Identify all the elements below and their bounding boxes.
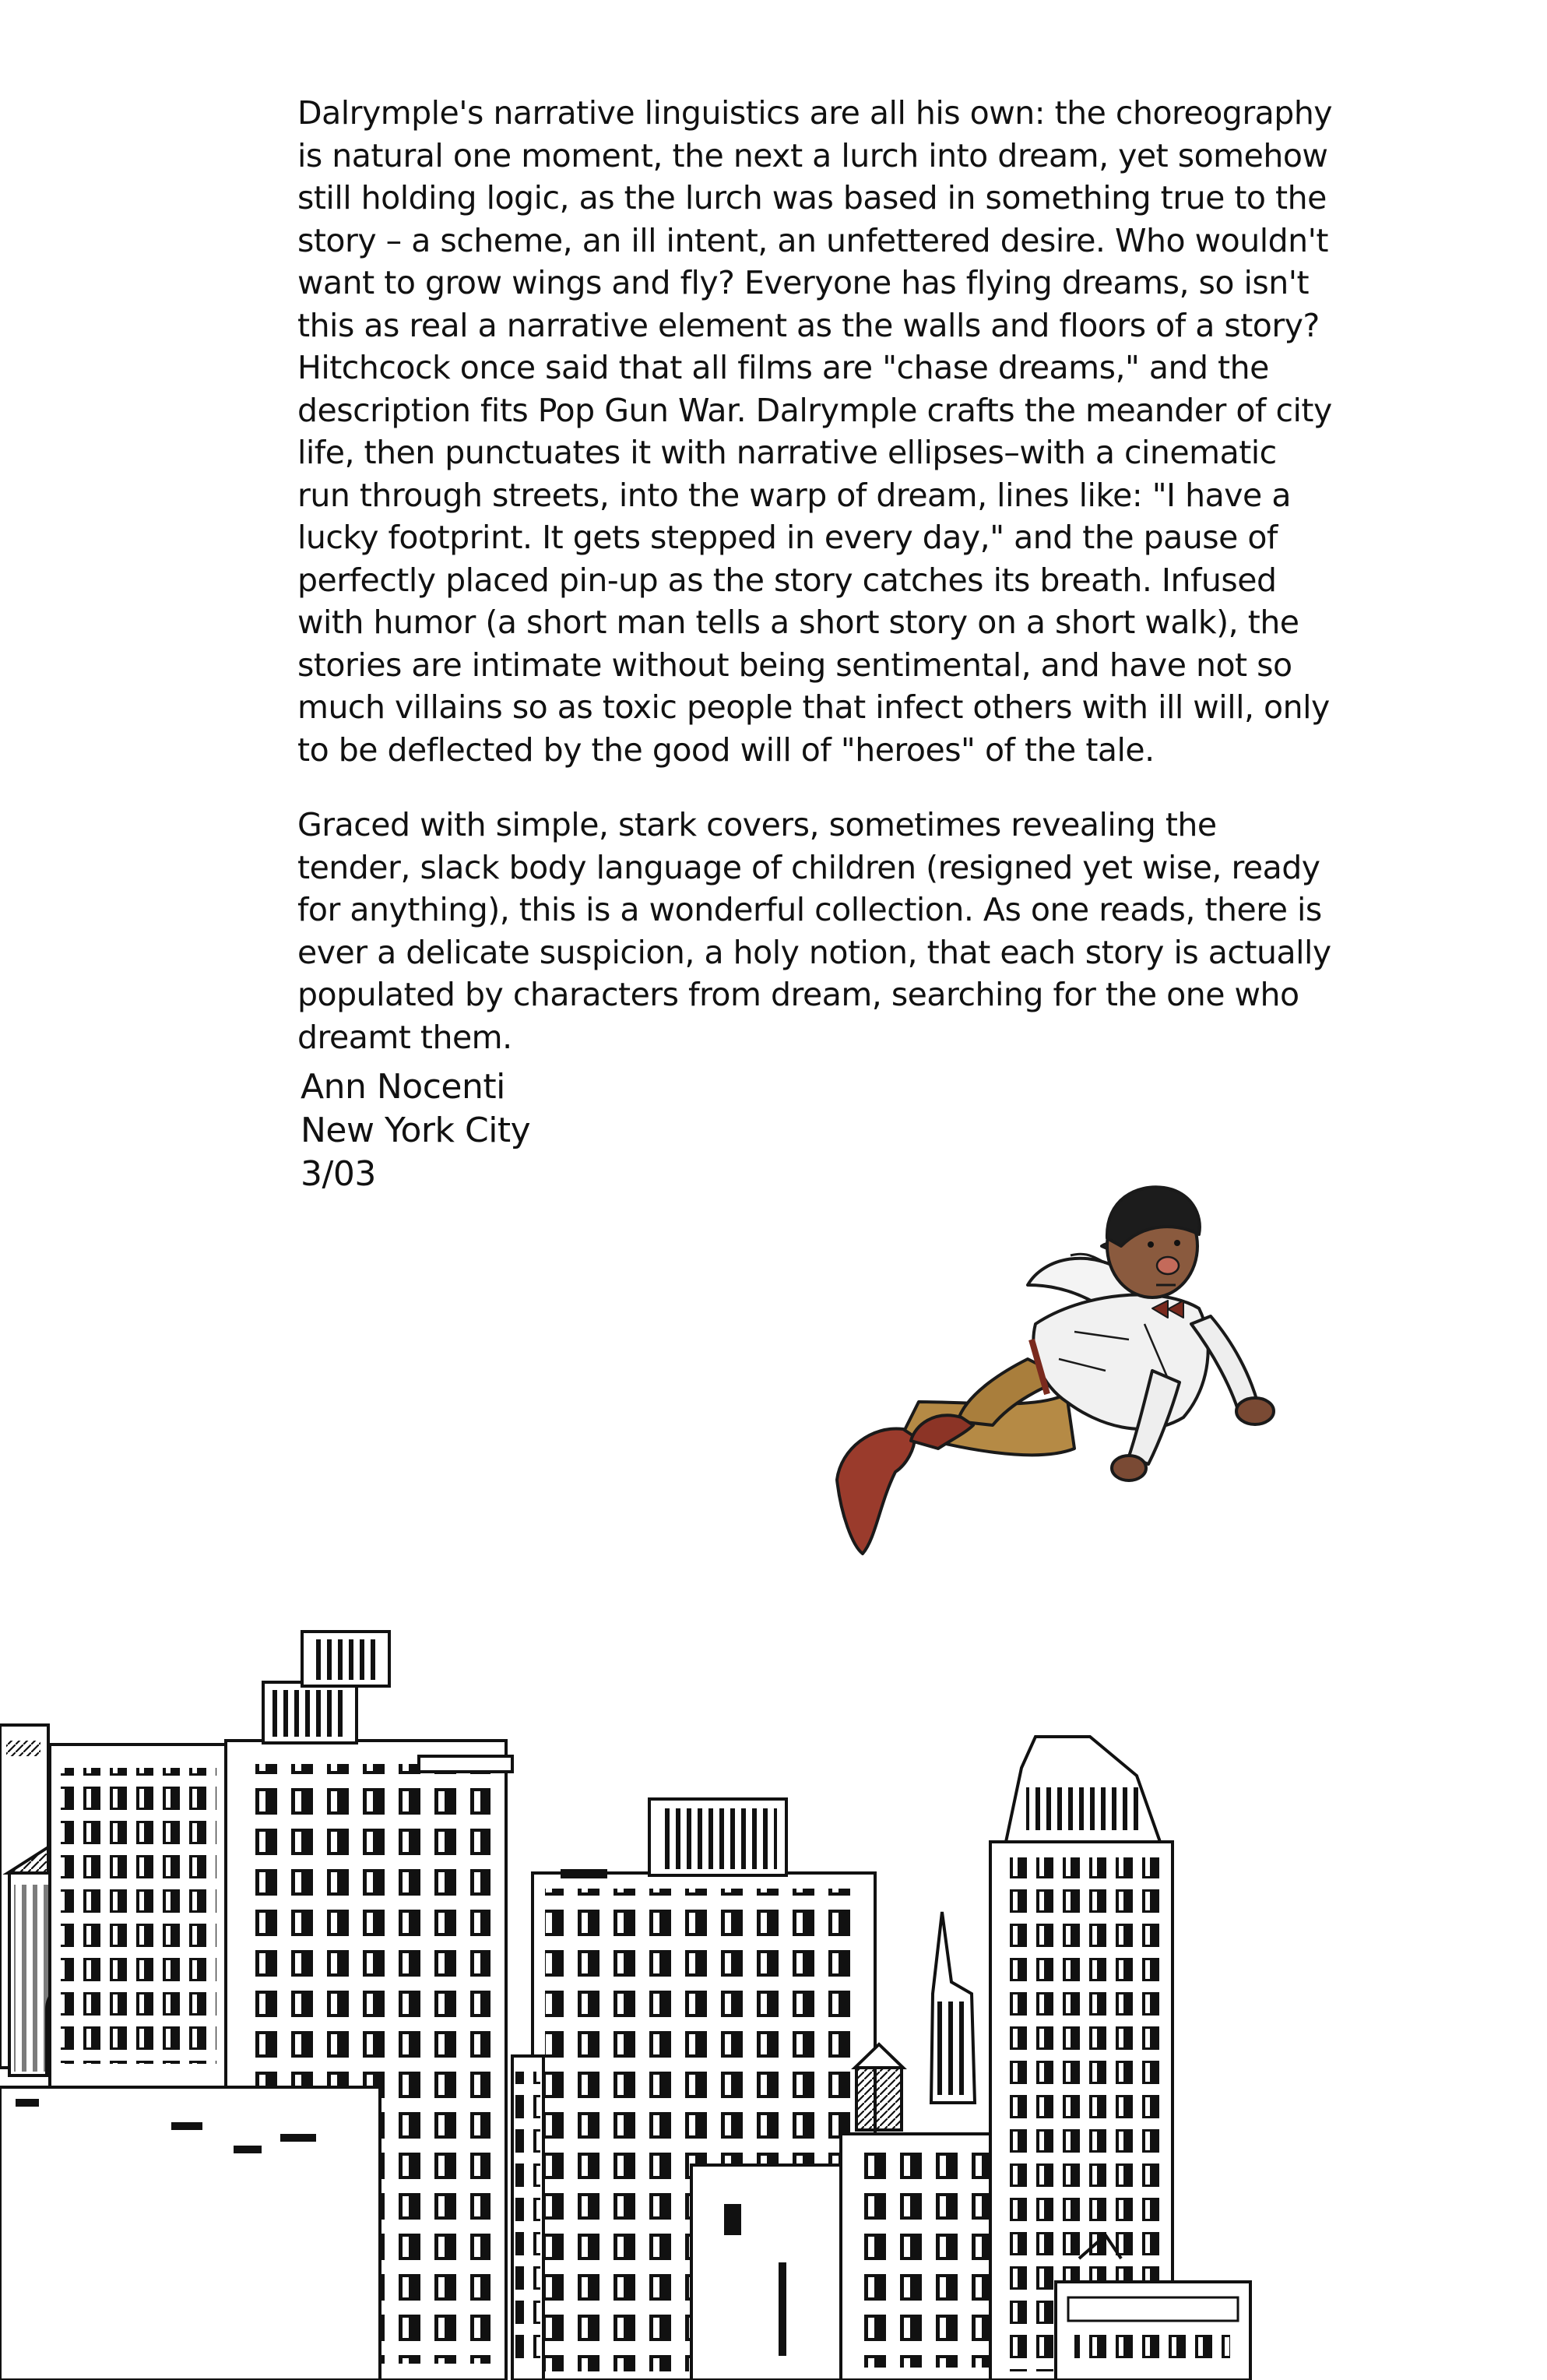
flying-boy-figure bbox=[837, 1187, 1274, 1554]
signature-date: 3/03 bbox=[301, 1154, 376, 1194]
essay-paragraph-1: Dalrymple's narrative linguistics are all his own: the choreography is natural one moment, the next a lurch into dream, yet somehow still holding logic, as the lurch was based in something true to the story – a scheme, an ill intent, an unfettered desire. Who wouldn't want to grow wings and fly? Everyone has flying dreams, so isn't this as real a narrative element as the walls and floors of a story? Hitchcock once said that all films are "chase dreams," and the description fits Pop Gun War. Dalrymple crafts the meander of city life, then punctuates it with narrative ellipses–with a cinematic run through streets, into the warp of dream, lines like: "I have a lucky footprint. It gets stepped in every day," and the pause of perfectly placed pin-up as the story catches its breath. Infused with humor (a short man tells a short story on a short walk), the stories are intimate without being sentimental, and have not so much villains so as toxic people that infect others with ill will, only to be deflected by the good will of "heroes" of the tale. bbox=[297, 94, 1333, 769]
essay-paragraph-2: Graced with simple, stark covers, sometimes revealing the tender, slack body language of children (resigned yet wise, ready for anything), this is a wonderful collection. As one reads, there is ever a delicate suspicion, a holy notion, that each story is actually populated by characters from dream, searching for the one who dreamt them. bbox=[297, 806, 1331, 1056]
author-city: New York City bbox=[301, 1111, 531, 1150]
author-name: Ann Nocenti bbox=[301, 1067, 505, 1107]
city-skyline bbox=[0, 1632, 1250, 2380]
